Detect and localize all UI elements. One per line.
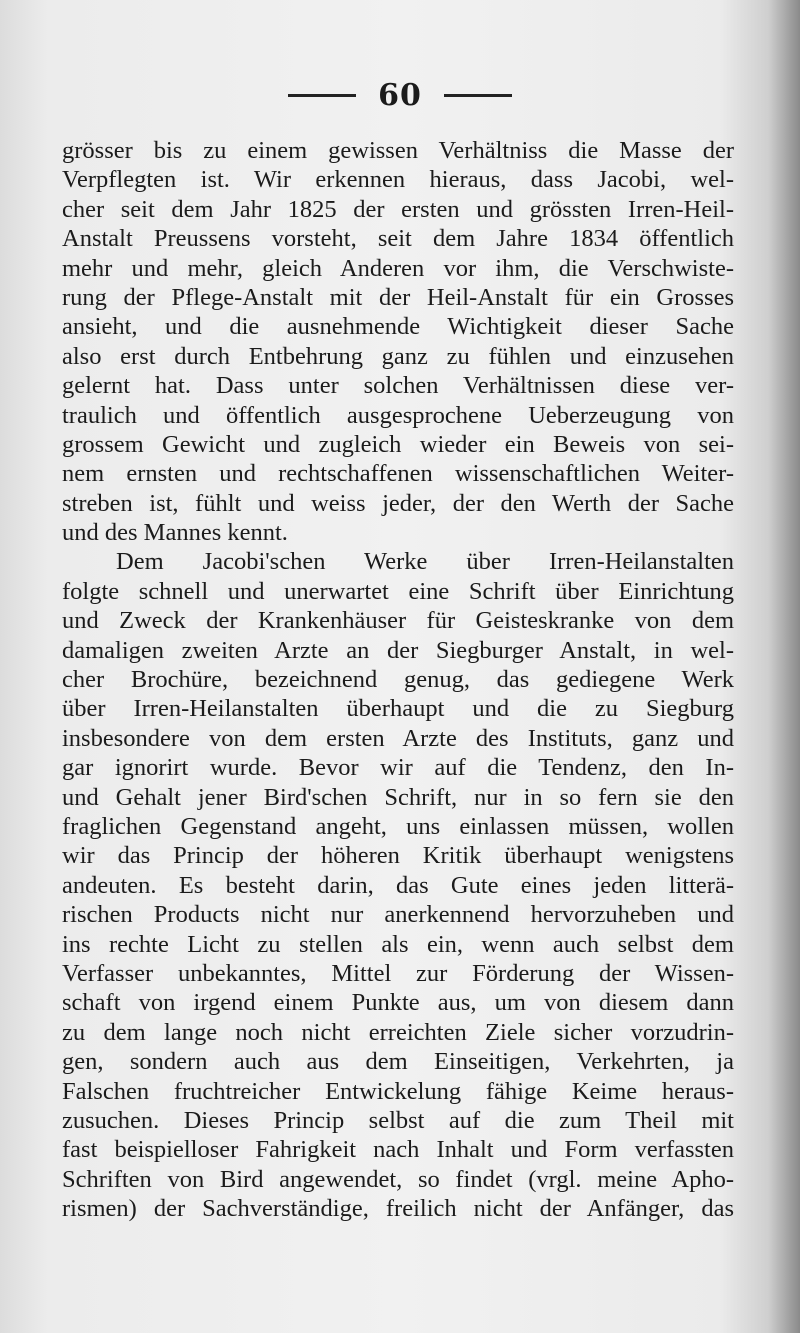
text-line: cher Brochüre, bezeichnend genug, das gediegene Werk: [62, 666, 734, 694]
header-rule-left: [288, 94, 356, 97]
text-line: zusuchen. Dieses Princip selbst auf die zum Theil mit: [62, 1106, 734, 1134]
text-line: gar ignorirt wurde. Bevor wir auf die Tendenz, den In-: [62, 754, 734, 782]
text-line: andeuten. Es besteht darin, das Gute eines jeden litterä-: [62, 871, 734, 899]
text-line-paragraph-end: und des Mannes kennt.: [62, 519, 288, 547]
header-rule-right: [444, 94, 512, 97]
text-line: fast beispielloser Fahrigkeit nach Inhalt und Form verfassten: [62, 1136, 734, 1164]
text-line: fraglichen Gegenstand angeht, uns einlassen müssen, wollen: [62, 812, 734, 840]
text-line: insbesondere von dem ersten Arzte des Instituts, ganz und: [62, 724, 734, 752]
text-line: Schriften von Bird angewendet, so findet (vrgl. meine Apho-: [62, 1165, 734, 1193]
text-line: damaligen zweiten Arzte an der Siegburger Anstalt, in wel-: [62, 636, 734, 664]
text-line: streben ist, fühlt und weiss jeder, der den Werth der Sache: [62, 489, 734, 517]
text-line: traulich und öffentlich ausgesprochene Ueberzeugung von: [62, 401, 734, 429]
text-line: über Irren-Heilanstalten überhaupt und die zu Siegburg: [62, 695, 734, 723]
text-line: Falschen fruchtreicher Entwickelung fähige Keime heraus-: [62, 1077, 734, 1105]
text-line: grossem Gewicht und zugleich wieder ein Beweis von sei-: [62, 430, 734, 458]
text-line-paragraph-start: Dem Jacobi'schen Werke über Irren-Heilanstalten: [116, 548, 734, 576]
text-line: zu dem lange noch nicht erreichten Ziele sicher vorzudrin-: [62, 1018, 734, 1046]
text-line: rischen Products nicht nur anerkennend hervorzuheben und: [62, 901, 734, 929]
text-line: wir das Princip der höheren Kritik überhaupt wenigstens: [62, 842, 734, 870]
text-line: gen, sondern auch aus dem Einseitigen, Verkehrten, ja: [62, 1048, 734, 1076]
text-line: grösser bis zu einem gewissen Verhältniss die Masse der: [62, 137, 734, 164]
text-line: rung der Pflege-Anstalt mit der Heil-Anstalt für ein Grosses: [62, 283, 734, 311]
text-line: ansieht, und die ausnehmende Wichtigkeit dieser Sache: [62, 313, 734, 341]
text-line: und Gehalt jener Bird'schen Schrift, nur in so fern sie den: [62, 783, 734, 811]
page-header: [0, 78, 800, 113]
text-line: Anstalt Preussens vorsteht, seit dem Jahre 1834 öffentlich: [62, 225, 734, 253]
page-number: 60: [378, 78, 422, 113]
text-line: gelernt hat. Dass unter solchen Verhältnissen diese ver-: [62, 372, 734, 400]
text-line: nem ernsten und rechtschaffenen wissenschaftlichen Weiter-: [62, 460, 734, 488]
body-text: [62, 136, 734, 1223]
text-line: folgte schnell und unerwartet eine Schrift über Einrichtung: [62, 577, 734, 605]
text-line: und Zweck der Krankenhäuser für Geisteskranke von dem: [62, 607, 734, 635]
text-line: also erst durch Entbehrung ganz zu fühlen und einzusehen: [62, 342, 734, 370]
text-line: schaft von irgend einem Punkte aus, um von diesem dann: [62, 989, 734, 1017]
text-line: cher seit dem Jahr 1825 der ersten und grössten Irren-Heil-: [62, 195, 734, 223]
text-line: Verfasser unbekanntes, Mittel zur Förderung der Wissen-: [62, 959, 734, 987]
text-line: ins rechte Licht zu stellen als ein, wenn auch selbst dem: [62, 930, 734, 958]
text-line: rismen) der Sachverständige, freilich nicht der Anfänger, das: [62, 1195, 734, 1223]
text-line: Verpflegten ist. Wir erkennen hieraus, dass Jacobi, wel-: [62, 166, 734, 194]
text-line: mehr und mehr, gleich Anderen vor ihm, die Verschwiste-: [62, 254, 734, 282]
